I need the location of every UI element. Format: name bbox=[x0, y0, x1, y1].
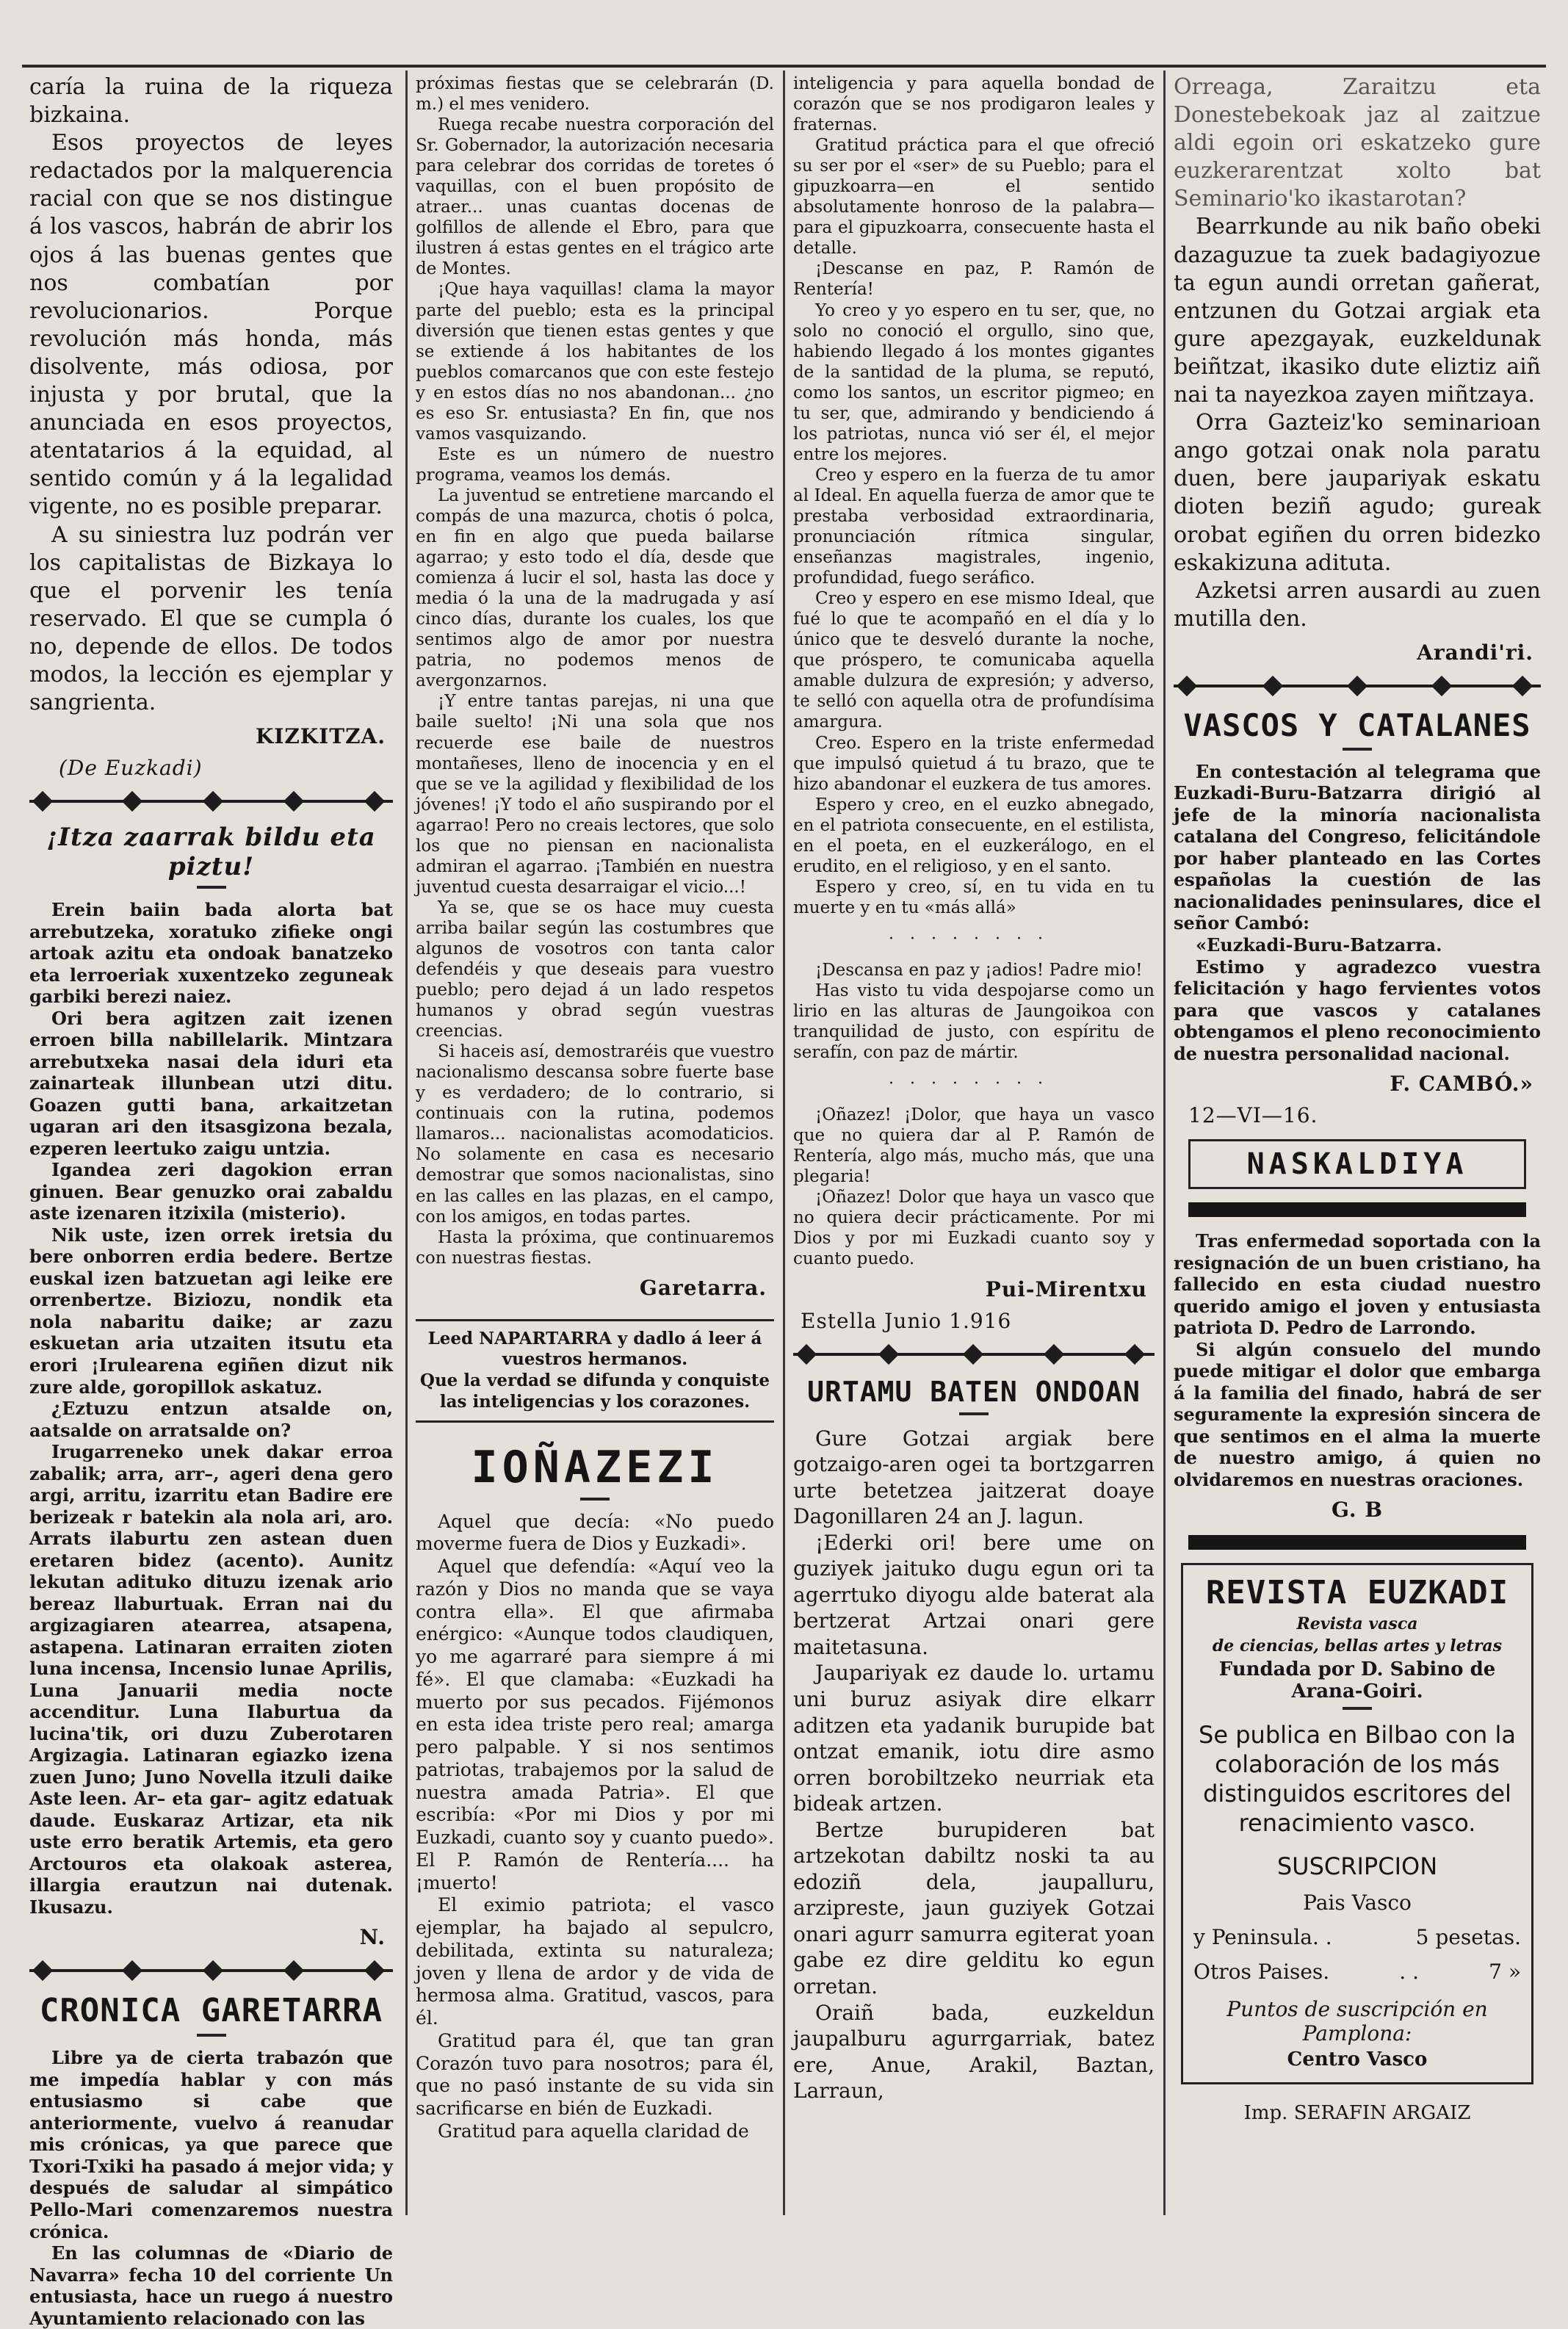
ad-subtitle: de ciencias, bellas artes y letras bbox=[1212, 1636, 1503, 1656]
text: Creo y espero en la fuerza de tu amor al Ideal. En aquella fuerza de amor que te prestaba verbosidad extraordinaria, pronunciación rítmica singular, enseñanzas magistrales, ingenio, profundidad, fuego seráfico. bbox=[793, 465, 1155, 588]
text: ¡Oñazez! ¡Dolor, que haya un vasco que no quiera dar al P. Ramón de Rentería, algo más, mucho más, que una plegaria! bbox=[793, 1105, 1155, 1187]
dash-rule bbox=[580, 1498, 610, 1501]
dash-rule bbox=[197, 2034, 226, 2037]
row-label: Pais Vasco bbox=[1303, 1891, 1412, 1915]
signature: KIZKITZA. bbox=[255, 724, 386, 749]
text: Este es un número de nuestro programa, veamos los demás. bbox=[416, 444, 774, 485]
column-divider-2 bbox=[783, 71, 785, 2215]
subscription-title: SUSCRIPCION bbox=[1276, 1852, 1438, 1881]
text: Gure Gotzai argiak bere gotzaigo-aren ogei ta bortzgarren urte betetzea jaitzerat doaye Dagonillaren 24 an J. lagun. bbox=[793, 1426, 1155, 1529]
text: Libre ya de cierta trabazón que me impedía hablar y con más entusiasmo si cabe que anteriormente, vuelvo á reanudar mis crónicas, ya que parece que Txori-Txiki ha pasado á mejor vida; y después de saludar al simpático Pello-Mari comenzaremos nuestra crónica. bbox=[29, 2047, 393, 2242]
dash-rule bbox=[1343, 1707, 1372, 1710]
imprint: Imp. SERAFIN ARGAIZ bbox=[1243, 2102, 1471, 2125]
text: Ori bera agitzen zait izenen erroen billa nabillelarik. Mintzara arrebutxeka nasai dela iduri eta zainarteak illunbean utzi ditu. Goazen gutti bana, arkaitzetan ugaran ari den itsasgizona bezala, ezperen leertuko zaigu untzia. bbox=[29, 1007, 393, 1159]
text: Esos proyectos de leyes redactados por la malquerencia racial con que se nos distingue á los vascos, habrán de abrir los ojos á las buenas gentes que nos combatían por revolucionarios. Porque revolución más honda, más disolvente, más odiosa, por injusta y por brutal, que la anunciada en esos proyectos, atentatarios á la equidad, al sentido común y á la legalidad vigente, no es posible preparar. bbox=[29, 130, 393, 520]
row-value: 5 pesetas. bbox=[1415, 1925, 1521, 1950]
text: Azketsi arren ausardi au zuen mutilla den. bbox=[1174, 577, 1541, 632]
text: Gratitud práctica para el que ofreció su ser por el «ser» de su Pueblo; para el gipuzkoarra—en el sentido absolutamente honroso de la palabra—para el gipuzkoarra, consecuente hasta el detalle. bbox=[793, 136, 1155, 259]
dash-rule bbox=[197, 886, 226, 889]
column-2 bbox=[416, 73, 774, 2218]
ad-title: REVISTA EUZKADI bbox=[1205, 1574, 1509, 1612]
top-rule bbox=[22, 65, 1546, 68]
text: «Euzkadi-Buru-Batzarra. bbox=[1196, 934, 1442, 956]
text: Igandea zeri dagokion erran ginuen. Bear genuzko orai zabaldu aste izenaren itzixila (misterio). bbox=[29, 1159, 393, 1224]
text: Has visto tu vida despojarse como un lirio en las alturas de Jaungoikoa con tranquilidad de justo, con espíritu de serafín, con paz de mártir. bbox=[793, 981, 1155, 1063]
article-headline: NASKALDIYA bbox=[1188, 1139, 1526, 1189]
text: Orra Gazteiz'ko seminarioan ango gotzai onak nola paratu duen, bere jaupariyak eskatu dioten beziñ agudo; gureak orobat egiñen du orren bidezko eskakizuna adituta. bbox=[1174, 410, 1541, 576]
article-headline: URTAMU BATEN ONDOAN bbox=[807, 1375, 1141, 1408]
text: Nik uste, izen orrek iretsia du bere onborren erdia bedere. Bertze euskal izen batzuetan agi leike ere orrenbertze. Biziozu, nondik eta nola nabaritu daike; ar zazu eskuetan aria utzaiten itsutu eta erori ¡Irulearena egiñen dizut nik zure alde, goropillok askatuz. bbox=[29, 1224, 393, 1398]
text: En las columnas de «Diario de Navarra» fecha 10 del corriente Un entusiasta, hace un ruego á nuestro Ayuntamiento relacionado con las bbox=[29, 2242, 393, 2329]
column-4 bbox=[1174, 73, 1541, 2218]
text: ¡Ederki ori! bere ume on guziyek jaituko dugu egun ori ta agerrtuko diyogu alde baterat ala bertzerat Artzai onari gere maitetasuna. bbox=[793, 1530, 1155, 1659]
dash-rule bbox=[959, 1412, 989, 1415]
article-headline: IOÑAZEZI bbox=[471, 1441, 719, 1493]
dedication-box bbox=[416, 1319, 774, 1423]
text: Hasta la próxima, que continuaremos con nuestras fiestas. bbox=[416, 1227, 774, 1268]
text: Espero y creo, en el euzko abnegado, en el patriota consecuente, en el estilista, en el poeta, en el euzkerálogo, en el erudito, en el religioso, y en el santo. bbox=[793, 795, 1155, 876]
text: ¡Que haya vaquillas! clama la mayor parte del pueblo; esta es la principal diversión que tienen estas gentes y que se extiende á los habitantes de los pueblos comarcanos que con este festejo y en estos días no nos abandonan... ¿no es eso Sr. entusiasta? En fin, que nos vamos vasquizando. bbox=[416, 280, 774, 444]
column-divider-1 bbox=[405, 71, 408, 2215]
text: próximas fiestas que se celebrarán (D. m.) el mes venidero. bbox=[416, 74, 774, 115]
price-row bbox=[1193, 1891, 1521, 1915]
column-3 bbox=[793, 73, 1155, 2218]
text: Si haceis así, demostraréis que vuestro nacionalismo descansa sobre fuerte base y es verdadero; de lo contrario, si continuais con la rutina, podemos llamaros... nacionalistas acomodaticios. No solamente en casa es necesario demostrar que somos nacionalistas, sino en las calles en las plazas, en el campo, con los amigos, en todas partes. bbox=[416, 1042, 774, 1227]
text: Que la verdad se difunda y conquiste las inteligencias y los corazones. bbox=[419, 1371, 770, 1412]
text: Gratitud para aquella claridad de bbox=[438, 2120, 749, 2142]
text: Ya se, que se os hace muy cuesta arriba bailar según las costumbres que algunos de vosotros con tanta calor defendéis y que deseais para vuestro pueblo; pero dejad á un lado respetos humanos y obrad según vuestras creencias. bbox=[416, 898, 774, 1041]
ornament-divider bbox=[29, 792, 393, 811]
price-row bbox=[1193, 1925, 1521, 1949]
points-note: Puntos de suscripción en Pamplona: bbox=[1226, 1997, 1488, 2046]
ad-text: Se publica en Bilbao con la colaboración de los más distinguidos escritores del renacimiento vasco. bbox=[1199, 1721, 1516, 1838]
text: Estimo y agradezco vuestra felicitación y hago fervientes votos para que vascos y catalanes obtengamos el pleno reconocimiento de nuestra personalidad nacional. bbox=[1174, 956, 1541, 1064]
text: Tras enfermedad soportada con la resignación de un buen cristiano, ha fallecido en esta ciudad nuestro querido amigo el joven y entusiasta patriota D. Pedro de Larrondo. bbox=[1174, 1230, 1541, 1339]
points-place: Centro Vasco bbox=[1287, 2048, 1428, 2071]
source-note: (De Euzkadi) bbox=[59, 756, 203, 781]
text: Bertze burupideren bat artzekotan dabiltz noski ta au edoziñ dela, jaupalluru, arzipreste, jaun guziyek Gotzai onari agurr samurra egiterat yoan gabe ez dire gelditu ko egun orretan. bbox=[793, 1817, 1155, 1999]
signature: G. B bbox=[1331, 1498, 1384, 1523]
dot-separator: ········ bbox=[889, 1075, 1059, 1094]
text: Oraiñ bada, euzkeldun jaupalburu agurrgarriak, batez ere, Anue, Arakil, Baztan, Larraun, bbox=[793, 2000, 1155, 2104]
column-1 bbox=[29, 73, 393, 2329]
text: Orreaga, Zaraitzu eta Donestebekoak jaz al zaitzue aldi egoin ori eskatzeko gure euzkerarentzat xolto bat Seminario'ko ikastarotan? bbox=[1174, 74, 1541, 212]
article-headline: ¡Itza zaarrak bildu eta piztu! bbox=[46, 823, 376, 882]
article-headline: VASCOS Y CATALANES bbox=[1183, 707, 1531, 743]
ornament-divider bbox=[1174, 676, 1541, 696]
text: Irugarreneko unek dakar erroa zabalik; arra, arr–, ageri dena gero argi, arritu, izarritu etan Badire ere berizeak r batekin ala nola ari, aro. Arrats ilaburtu zen astean duen eretaren bidez (acento). Aunitz lekutan adituko dituzu izenak ario bereaz llaburtuak. Erran nai du argizagiaren atearrea, atsapena, astapena. Latinaran erraiten zioten luna incensa, Incensio lunae Aprilis, Luna Januarii media nocte accenditur. Luna Ilaburtua da lucina'tik, ori duzu Zuberotaren Argizagia. Latinaran egiazko izena zuen Juno; Juno Novella itzuli daike Aste leen. Ar– eta gar– agitz edatuak daude. Euskaraz Artizar, eta nik uste erro beratik Artemis, eta gero Arctouros eta olakoak asterea, illargia erautzun nai dutenak. Ikusazu. bbox=[29, 1441, 393, 1918]
signature: Pui-Mirentxu bbox=[985, 1277, 1147, 1301]
ad-founder: Fundada por D. Sabino de Arana-Goiri. bbox=[1218, 1658, 1496, 1703]
row-label: y Peninsula. . bbox=[1193, 1925, 1332, 1950]
text: Espero y creo, sí, en tu vida en tu muerte y en tu «más allá» bbox=[793, 877, 1155, 917]
text: ¡Descansa en paz y ¡adios! Padre mio! bbox=[815, 960, 1143, 980]
black-bar bbox=[1188, 1535, 1526, 1550]
text: ¡Descanse en paz, P. Ramón de Rentería! bbox=[793, 259, 1155, 300]
signature: F. CAMBÓ.» bbox=[1390, 1072, 1533, 1097]
text: ¡Y entre tantas parejas, ni una que baile suelto! ¡Ni una sola que nos recuerde ese baile de nuestros montañeses, lleno de inocencia y en el que se ve la agilidad y flexibilidad de los jóvenes! ¡Y todo el año suspirando por el agarrao! Pero no creais lectores, que solo los que no piensan en nacionalista admiran el agarrao. ¡También en nuestra juventud cuesta desarraigar el vicio...! bbox=[416, 692, 774, 897]
ornament-divider bbox=[793, 1345, 1155, 1364]
text: En contestación al telegrama que Euzkadi-Buru-Batzarra dirigió al jefe de la minoría nacionalista catalana del Congreso, felicitándole por haber planteado en las Cortes españolas la cuestión de las nacionalidades peninsulares, dice el señor Cambó: bbox=[1174, 760, 1541, 934]
price-row bbox=[1193, 1960, 1521, 1984]
black-bar bbox=[1188, 1202, 1526, 1217]
date: 12—VI—16. bbox=[1188, 1103, 1318, 1128]
text: La juventud se entretiene marcando el compás de una mazurca, chotis ó polca, en fin en algo que pueda bailarse agarrao; y esto todo el día, desde que comienza á lucir el sol, hasta las doce y media ó la una de la madrugada y así cinco días, durante los cuales, los que sentimos algo de amor por nuestra patria, no podemos menos de avergonzarnos. bbox=[416, 485, 774, 691]
text: Jaupariyak ez daude lo. urtamu uni buruz asiyak dire elkarr aditzen eta yadanik burupide bat ontzat emanik, iotu dire asmo orren borobiltzeko neurriak eta bideak artzen. bbox=[793, 1661, 1155, 1816]
signature: Arandi'ri. bbox=[1417, 640, 1533, 665]
row-value: 7 » bbox=[1489, 1960, 1521, 1985]
text: Creo y espero en ese mismo Ideal, que fué lo que te acompañó en el día y lo único que te desveló durante la noche, que próspero, te comunicaba aquella amable dulzura de expresión; y adverso, te selló con aquella otra de profundísima amargura. bbox=[793, 589, 1155, 732]
revista-ad bbox=[1181, 1563, 1533, 2084]
text: ¿Eztuzu entzun atsalde on, aatsalde on arratsalde on? bbox=[29, 1398, 393, 1441]
ornament-divider bbox=[29, 1961, 393, 1980]
signature: N. bbox=[359, 1925, 386, 1950]
text: Aquel que defendía: «Aquí veo la razón y Dios no manda que se vaya contra ella». El que afirmaba enérgico: «Aunque todos claudiquen, yo me agarraré para siempre á mi fé». El que clamaba: «Euzkadi ha muerto por sus pecados. Fijémonos en esta idea triste pero real; amarga pero palpable. Y si nos sentimos patriotas, trabajemos por la salud de nuestra amada Patria». El que escribía: «Por mi Dios y por mi Euzkadi, cuanto soy y cuanto puedo». El P. Ramón de Rentería.... ha ¡muerto! bbox=[416, 1556, 774, 1893]
text: Aquel que decía: «No puedo moverme fuera de Dios y Euzkadi». bbox=[416, 1510, 774, 1555]
text: Gratitud para él, que tan gran Corazón tuvo para nosotros; para él, que no pasó instante de su vida sin sacrificarse en bién de Euzkadi. bbox=[416, 2029, 774, 2120]
dash-rule bbox=[1343, 748, 1372, 751]
text: Ruega recabe nuestra corporación del Sr. Gobernador, la autorización necesaria para celebrar dos corridas de toretes ó vaquillas, con el buen propósito de atraer... unas cuantas docenas de golfillos de allende el Ebro, para que ilustren á estas gentes en el trágico arte de Montes. bbox=[416, 115, 774, 279]
column-divider-3 bbox=[1163, 71, 1166, 2215]
signature: Garetarra. bbox=[639, 1275, 767, 1300]
row-dots: . . bbox=[1399, 1960, 1419, 1985]
ad-subtitle: Revista vasca bbox=[1296, 1614, 1418, 1634]
text: inteligencia y para aquella bondad de corazón que se nos prodigaron leales y fraternas. bbox=[793, 74, 1155, 135]
place-date: Estella Junio 1.916 bbox=[801, 1308, 1012, 1333]
text: Si algún consuelo del mundo puede mitigar el dolor que embarga á la familia del finado, habrá de ser seguramente la expresión sincera de que sentimos en el alma la muerte de nuestro amigo, á quien no olvidaremos en nuestras oraciones. bbox=[1174, 1338, 1541, 1490]
text: ¡Oñazez! Dolor que haya un vasco que no quiera decir prácticamente. Por mi Dios y por mi Euzkadi cuanto soy y cuanto puedo. bbox=[793, 1188, 1155, 1269]
text: El eximio patriota; el vasco ejemplar, ha bajado al sepulcro, debilitada, extinta su naturaleza; joven y llena de ardor y de vida de hermosa alma. Gratitud, vascos, para él. bbox=[416, 1894, 774, 2029]
text: Creo. Espero en la triste enfermedad que impulsó quietud á tu brazo, que te hizo abandonar el euzkera de tus amores. bbox=[793, 733, 1155, 794]
article-headline: CRONICA GARETARRA bbox=[39, 1992, 383, 2030]
text: caría la ruina de la riqueza bizkaina. bbox=[29, 74, 393, 129]
text: Bearrkunde au nik baño obeki dazaguzue ta zuek badagiyozue ta egun aundi orretan gañerat, entzunen du Gotzai argiak eta gure apezgayak, euzkeldunak beiñtzat, ikasiko dute eliztiz aiñ nai ta nayezkoa zayen miñtzaya. bbox=[1174, 214, 1541, 408]
text: Yo creo y yo espero en tu ser, que, no solo no conoció el orgullo, sino que, habiendo llegado á los montes gigantes de la santidad de la pluma, se reputó, como los santos, un escritor pigmeo; en tu ser, que, admirando y bendiciendo á los patriotas, nunca vió ser él, el mejor entre los mejores. bbox=[793, 300, 1155, 464]
text: Erein baiin bada alorta bat arrebutzeka, xoratuko zifieke ongi artoak azitu eta ondoak banatzeko eta lerroeriak xuxentzeko zeguneak garbiki berezi naiez. bbox=[29, 899, 393, 1008]
text: A su siniestra luz podrán ver los capitalistas de Bizkaya lo que el porvenir les tenía reservado. El que se cumpla ó no, depende de ellos. De todos modos, la lección es ejemplar y sangrienta. bbox=[29, 521, 393, 716]
text: Leed NAPARTARRA y dadlo á leer á vuestros hermanos. bbox=[427, 1328, 762, 1370]
row-label: Otros Paises. bbox=[1193, 1960, 1330, 1985]
dot-separator: ········ bbox=[889, 929, 1059, 948]
